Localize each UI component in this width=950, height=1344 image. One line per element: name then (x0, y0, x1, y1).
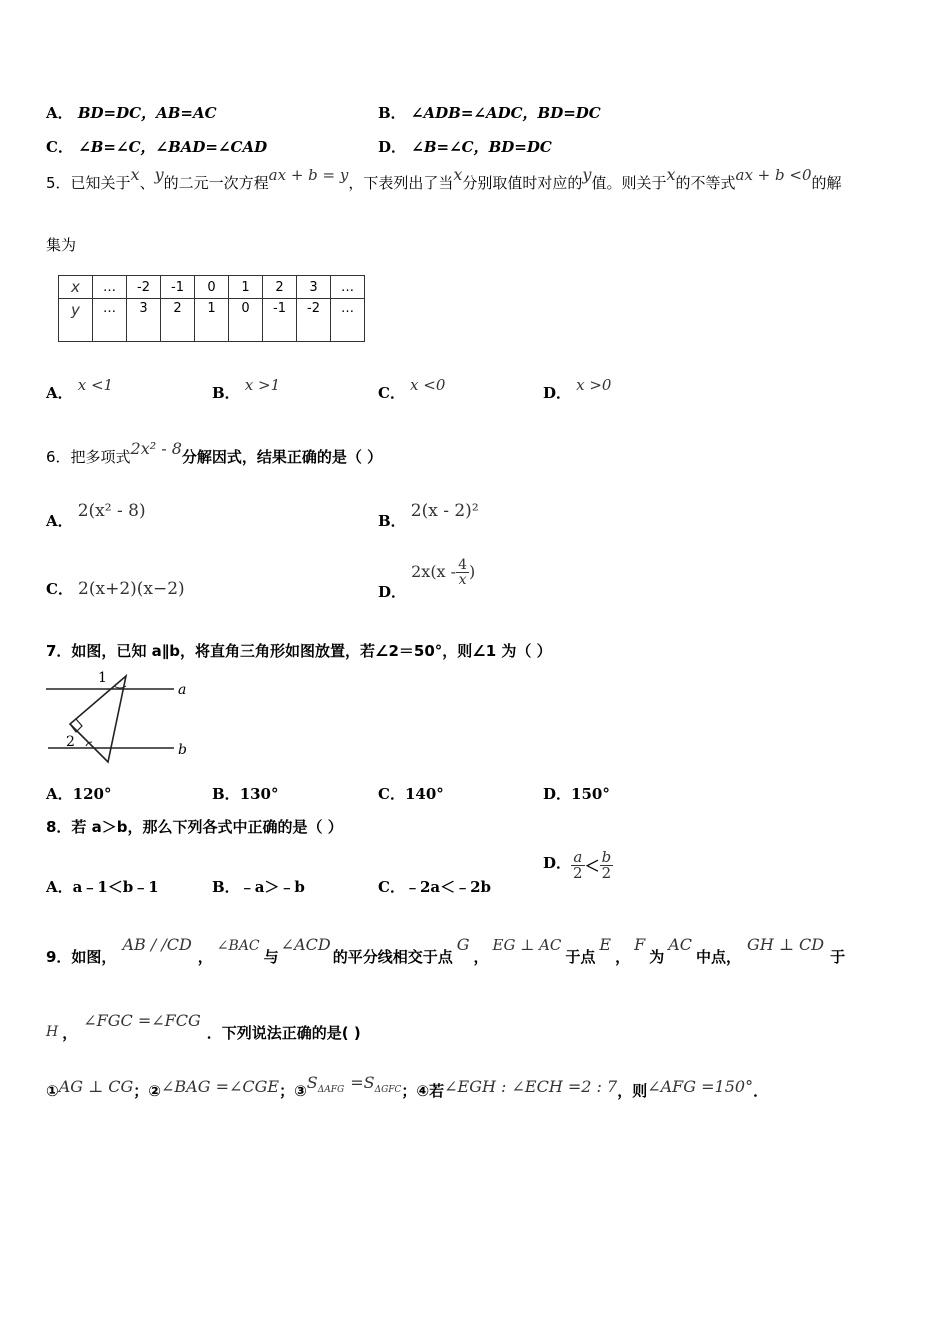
q6-option-d (378, 557, 476, 601)
math-polynomial: 2x² - 8 (130, 439, 182, 458)
option-text: 140° (404, 785, 444, 803)
table-row-x (59, 276, 365, 299)
math-expr: ∠EGH : ∠ECH =2 : 7 (444, 1077, 618, 1096)
option-label: B． (378, 512, 406, 530)
math-area-equation (306, 1073, 402, 1096)
option-label: A． (46, 104, 73, 122)
math-expr: AG ⊥ CG (58, 1077, 134, 1096)
option-text: ﹣a＞﹣b (239, 878, 305, 896)
fig-label-1: 1 (98, 670, 107, 686)
stem-text: 中点， (696, 948, 742, 966)
stem-text: 于 (830, 948, 846, 966)
fig-label-b: b (178, 742, 187, 758)
table-cell: 3 (297, 276, 331, 299)
subscript: ΔAFG (317, 1085, 345, 1096)
table-cell: -1 (263, 299, 297, 342)
denominator: 2 (573, 864, 583, 882)
numerator: 4 (458, 557, 467, 573)
table-cell: … (331, 276, 365, 299)
q6-option-a (46, 500, 146, 530)
q5-value-table (58, 275, 365, 342)
stem-text: 分别取值时对应的 (462, 174, 583, 192)
table-cell: … (93, 276, 127, 299)
option-math: 2x(x - (411, 562, 457, 581)
fig-label-a: a (178, 682, 187, 698)
math-expr: F (634, 935, 646, 954)
denominator: x (458, 572, 467, 588)
math-expr: ∠FGC =∠FCG (83, 1011, 201, 1030)
q8-option-a (46, 876, 159, 897)
area-symbol: =S (350, 1073, 375, 1092)
less-than-sign: ＜ (584, 857, 600, 875)
fraction-a-2 (571, 850, 585, 881)
q7-option-b (212, 783, 279, 804)
option-text: 150° (571, 785, 610, 803)
option-label: B． (378, 104, 406, 122)
q5-stem (46, 165, 926, 193)
stem-text: 的二元一次方程 (163, 174, 269, 192)
math-expr: E (599, 935, 612, 954)
option-math: x <0 (410, 376, 446, 394)
q8-option-b (212, 876, 305, 897)
table-cell: 2 (161, 299, 195, 342)
option-label: A． (46, 878, 73, 896)
stem-text: ，下表列出了当 (348, 174, 454, 192)
math-expr: ∠BAC (216, 938, 260, 954)
option-math: x >1 (244, 376, 281, 394)
option-label: C． (46, 138, 73, 156)
option-label: B． (212, 878, 240, 896)
table-cell: … (93, 299, 127, 342)
statement-marker: ． (753, 1082, 769, 1100)
option-text: ﹣2a＜﹣2b (404, 878, 492, 896)
area-symbol: S (306, 1073, 318, 1092)
statement-marker: ；③ (279, 1082, 307, 1100)
math-expr: EG ⊥ AC (492, 936, 562, 954)
math-equation: ax + b = y (268, 166, 349, 184)
math-var: x (130, 165, 140, 184)
stem-text: 于点 (565, 948, 596, 966)
stem-text: 的解 (811, 174, 842, 192)
math-var: x (453, 165, 463, 184)
subscript: ΔGFC (374, 1085, 402, 1096)
stem-text: 5．已知关于 (46, 174, 131, 192)
stem-text: 、 (139, 174, 155, 192)
option-math: 2(x - 2)² (410, 501, 479, 521)
q5-stem-cont: 集为 (46, 236, 77, 254)
option-label: D． (378, 583, 407, 601)
option-label: A． (46, 785, 73, 803)
math-expr: ∠AFG =150° (647, 1077, 754, 1096)
q8-stem: 8．若 a＞b，那么下列各式中正确的是（ ） (46, 818, 343, 836)
q7-stem: 7．如图，已知 a∥b，将直角三角形如图放置，若∠2＝50°，则∠1 为（ ） (46, 642, 552, 660)
math-expr: ∠ACD (280, 935, 331, 954)
numerator: a (571, 850, 585, 866)
q7-option-d (543, 783, 610, 804)
math-inequality: ax + b <0 (735, 166, 812, 184)
table-cell: … (331, 299, 365, 342)
q4-option-a (46, 102, 217, 123)
math-var: y (582, 165, 592, 184)
q5-option-b (212, 376, 281, 403)
option-label: D． (543, 384, 572, 402)
option-text: BD=DC，AB=AC (77, 104, 217, 122)
option-text: ∠B=∠C，BD=DC (411, 138, 552, 156)
numerator: b (601, 848, 612, 866)
stem-text: 与 (263, 948, 279, 966)
option-label: A． (46, 512, 73, 530)
q5-option-a (46, 376, 114, 403)
math-expr: H (46, 1024, 59, 1040)
stem-text: 分解因式，结果正确的是（ ） (181, 448, 383, 466)
q5-option-c (378, 376, 446, 403)
table-cell: -2 (127, 276, 161, 299)
stem-text: 值。则关于 (591, 174, 667, 192)
q5-option-d (543, 376, 612, 403)
math-expr: AB / /CD (122, 935, 192, 954)
table-cell: 0 (229, 299, 263, 342)
table-cell: 0 (195, 276, 229, 299)
stem-text: 为 (649, 948, 665, 966)
option-math: x <1 (77, 376, 114, 394)
stem-text: 的不等式 (675, 174, 736, 192)
math-expr: AC (668, 935, 693, 954)
stem-text: ， (197, 948, 213, 966)
statement-marker: ① (46, 1082, 59, 1100)
stem-text: ， (62, 1024, 78, 1042)
option-label: C． (378, 878, 405, 896)
table-cell: 1 (195, 299, 229, 342)
table-cell: -1 (161, 276, 195, 299)
table-cell: 1 (229, 276, 263, 299)
q6-option-b (378, 500, 479, 530)
stem-text: ， (615, 948, 631, 966)
q9-statements (46, 1073, 769, 1103)
option-label: C． (378, 785, 405, 803)
table-cell: -2 (297, 299, 331, 342)
math-var: x (666, 165, 676, 184)
stem-text: ， (473, 948, 489, 966)
denominator: 2 (601, 864, 612, 882)
q4-option-d (378, 136, 552, 157)
fraction-b-2 (600, 850, 614, 881)
statement-marker: ；② (133, 1082, 161, 1100)
q7-option-c (378, 783, 444, 804)
table-cell: 3 (127, 299, 161, 342)
option-label: D． (543, 854, 572, 872)
fig-label-2: 2 (66, 734, 75, 750)
q4-option-c (46, 136, 267, 157)
math-var: y (154, 165, 164, 184)
table-cell: 2 (263, 276, 297, 299)
stem-text: 9．如图， (46, 948, 117, 966)
option-text: 120° (72, 785, 112, 803)
table-header-x: x (59, 276, 93, 299)
option-label: D． (543, 785, 572, 803)
option-math: x >0 (576, 376, 612, 394)
statement-marker: ，则 (617, 1082, 648, 1100)
q7-figure (40, 666, 200, 771)
option-text: ∠ADB=∠ADC，BD=DC (410, 104, 601, 122)
option-label: B． (212, 785, 240, 803)
table-row-y (59, 299, 365, 342)
statement-marker: ；④若 (401, 1082, 445, 1100)
option-label: A． (46, 384, 73, 402)
math-expr: ∠BAG =∠CGE (160, 1077, 280, 1096)
option-label: B． (212, 384, 240, 402)
fraction (456, 558, 469, 587)
q8-option-d (543, 850, 613, 881)
option-math: 2(x² - 8) (77, 501, 146, 521)
option-text: ∠B=∠C，∠BAD=∠CAD (78, 138, 268, 156)
q6-option-c (46, 578, 185, 599)
option-math: 2(x+2)(x−2) (78, 579, 185, 599)
option-label: D． (378, 138, 407, 156)
option-label: C． (378, 384, 405, 402)
option-math: ) (469, 562, 476, 581)
math-expr: GH ⊥ CD (747, 935, 825, 954)
q4-option-b (378, 102, 601, 123)
q7-option-a (46, 783, 111, 804)
q8-option-c (378, 876, 491, 897)
stem-text: 6．把多项式 (46, 448, 131, 466)
stem-text: 的平分线相交于点 (332, 948, 453, 966)
math-expr: G (456, 935, 470, 954)
q9-stem-line1 (46, 935, 846, 967)
table-header-y: y (59, 299, 93, 342)
q9-stem-line2 (46, 1011, 361, 1043)
q6-stem (46, 439, 383, 467)
option-text: 130° (239, 785, 279, 803)
option-text: a﹣1＜b﹣1 (72, 878, 159, 896)
option-label: C． (46, 580, 73, 598)
stem-text: ．下列说法正确的是( ) (206, 1024, 361, 1042)
